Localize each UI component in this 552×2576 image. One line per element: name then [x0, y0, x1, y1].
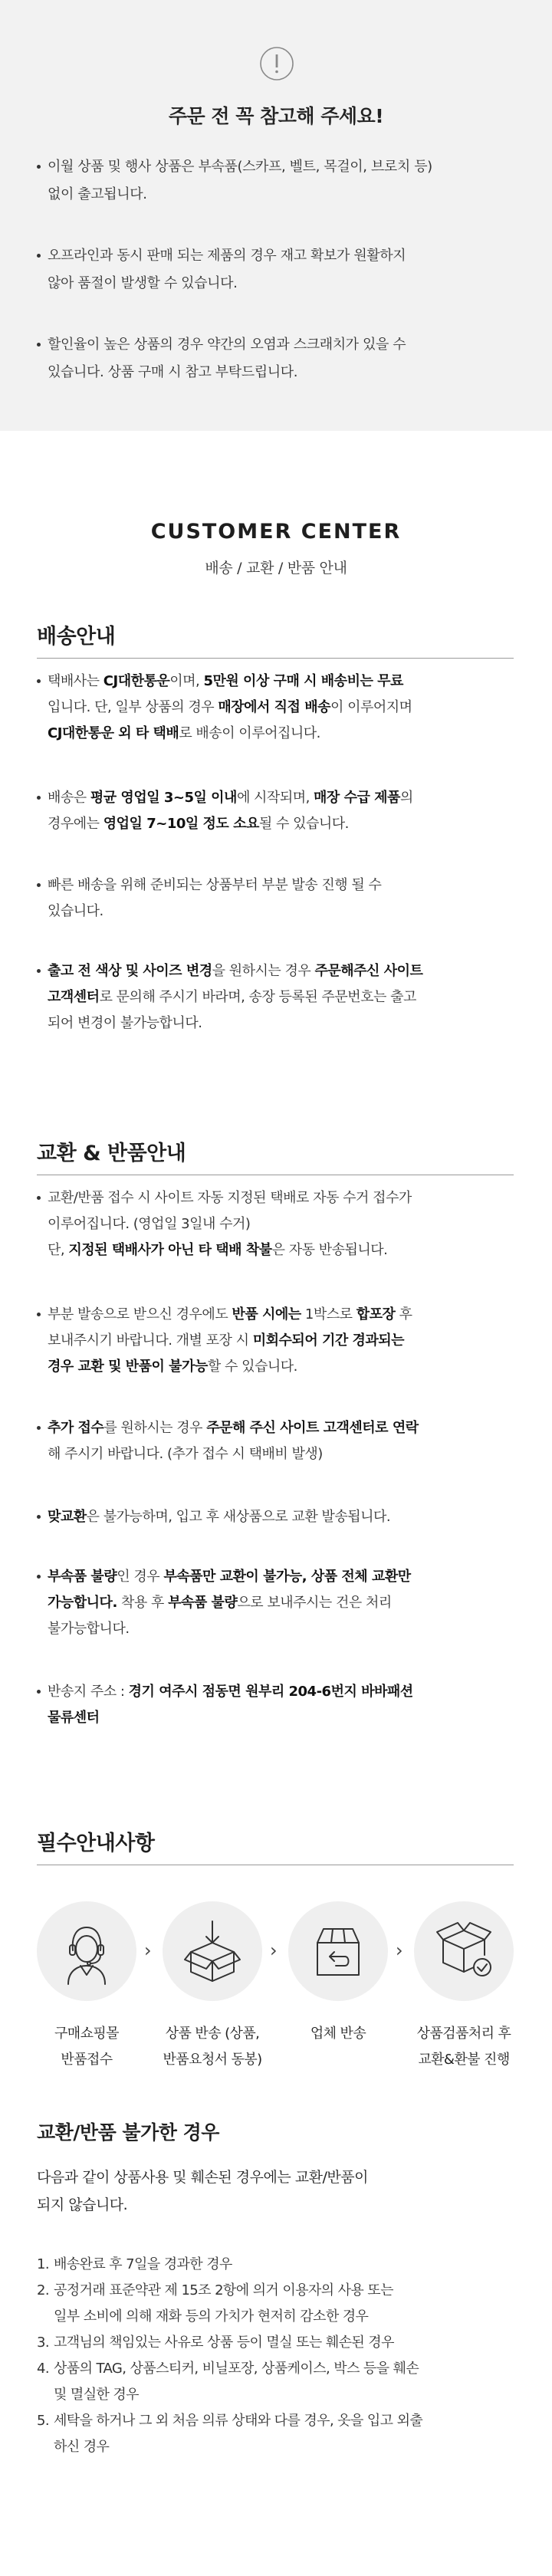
- notice-item-text: 이월 상품 및 행사 상품은 부속품(스카프, 벨트, 목걸이, 브로치 등) 없이 출고됩니다.: [48, 159, 432, 202]
- step-circle: [288, 1901, 388, 2001]
- box-return-icon: [288, 1901, 388, 2001]
- exchange-item-text: 반송지 주소 : 경기 여주시 점동면 원부리 204-6번지 바바패션 물류센터: [48, 1684, 413, 1726]
- headset-agent-icon: [37, 1901, 136, 2001]
- impossible-intro: 다음과 같이 상품사용 및 훼손된 경우에는 교환/반품이 되지 않습니다.: [37, 2169, 368, 2213]
- step-label: 구매쇼핑몰 반품접수: [54, 2026, 119, 2068]
- step-label: 상품검품처리 후 교환&환불 진행: [416, 2026, 511, 2068]
- bullet-dot: [37, 1426, 41, 1430]
- list-item: 5. 세탁을 하거나 그 외 처음 의류 상태와 다를 경우, 옷을 입고 외출 하신 경우: [37, 2408, 520, 2460]
- exchange-item: [37, 1415, 520, 1467]
- required-section-title: 필수안내사항: [37, 1832, 155, 1855]
- bullet-dot: [37, 969, 41, 973]
- exchange-item-text: 부속품 불량인 경우 부속품만 교환이 불가능, 상품 전체 교환만 가능합니다. 착용 후 부속품 불량으로 보내주시는 건은 처리 불가능합니다.: [48, 1569, 411, 1637]
- list-number: 4.: [37, 2361, 49, 2377]
- step-label: 상품 반송 (상품, 반품요청서 동봉): [163, 2026, 262, 2068]
- notice-item-text: 할인율이 높은 상품의 경우 약간의 오염과 스크래치가 있을 수 있습니다. 상품 구매 시 참고 부탁드립니다.: [48, 337, 406, 380]
- shipping-item-text: 출고 전 색상 및 사이즈 변경을 원하시는 경우 주문해주신 사이트 고객센터로 문의해 주시기 바라며, 송장 등록된 주문번호는 출고 되어 변경이 불가능합니다.: [48, 963, 423, 1031]
- shipping-item-text: 택배사는 CJ대한통운이며, 5만원 이상 구매 시 배송비는 무료 입니다. 단, 일부 상품의 경우 매장에서 직접 배송이 이루어지며 CJ대한통운 외 타 택배로 배송이 이루어집니다.: [48, 673, 412, 741]
- notice-title: 주문 전 꼭 참고해 주세요!: [168, 105, 384, 127]
- list-item: 4. 상품의 TAG, 상품스티커, 비닐포장, 상품케이스, 박스 등을 훼손 및 멸실한 경우: [37, 2356, 520, 2408]
- list-item: 1. 배송완료 후 7일을 경과한 경우: [37, 2252, 520, 2278]
- list-item: 3. 고객님의 책임있는 사유로 상품 등이 멸실 또는 훼손된 경우: [37, 2330, 520, 2356]
- bullet-dot: [37, 796, 41, 800]
- bullet-dot: [37, 1515, 41, 1519]
- notice-item: [37, 242, 527, 297]
- list-number: 1.: [37, 2256, 49, 2272]
- exchange-item: [37, 1185, 520, 1263]
- exchange-item-text: 맞교환은 불가능하며, 입고 후 새상품으로 교환 발송됩니다.: [48, 1509, 391, 1525]
- bullet-dot: [37, 679, 41, 683]
- impossible-section-title: 교환/반품 불가한 경우: [37, 2121, 219, 2144]
- list-number: 5.: [37, 2413, 49, 2429]
- bullet-dot: [37, 1690, 41, 1694]
- bullet-dot: [37, 883, 41, 887]
- customer-center-title: CUSTOMER CENTER: [150, 520, 402, 544]
- exchange-item-text: 교환/반품 접수 시 사이트 자동 지정된 택배로 자동 수거 접수가 이루어집니다. (영업일 3일내 수거) 단, 지정된 택배사가 아닌 타 택배 착불은 자동 반송됩니다.: [48, 1190, 412, 1258]
- exchange-item-text: 추가 접수를 원하시는 경우 주문해 주신 사이트 고객센터로 연락 해 주시기 바랍니다. (추가 접수 시 택배비 발생): [48, 1420, 419, 1462]
- notice-item: [37, 153, 527, 209]
- exchange-item: [37, 1679, 520, 1731]
- step-circle: [414, 1901, 514, 2001]
- exchange-item: [37, 1504, 520, 1530]
- step-circle: [37, 1901, 136, 2001]
- bullet-dot: [37, 343, 41, 347]
- bullet-dot: [37, 165, 41, 169]
- shipping-item-text: 빠른 배송을 위해 준비되는 상품부터 부분 발송 진행 될 수 있습니다.: [48, 877, 382, 919]
- bullet-dot: [37, 1196, 41, 1200]
- step-label: 업체 반송: [310, 2026, 366, 2042]
- bullet-dot: [37, 1575, 41, 1579]
- step-arrow: ›: [270, 1940, 278, 1961]
- box-in-icon: [163, 1901, 262, 2001]
- step-arrow: ›: [396, 1940, 403, 1961]
- list-number: 2.: [37, 2282, 49, 2298]
- shipping-section-title: 배송안내: [37, 625, 116, 649]
- list-number: 3.: [37, 2334, 49, 2351]
- customer-center-subtitle: 배송 / 교환 / 반품 안내: [205, 560, 347, 577]
- shipping-item: [37, 669, 520, 747]
- exchange-section-title: 교환 & 반품안내: [37, 1142, 186, 1165]
- notice-item-text: 오프라인과 동시 판매 되는 제품의 경우 재고 확보가 원활하지 않아 품절이 발생할 수 있습니다.: [48, 248, 406, 291]
- list-item: 2. 공정거래 표준약관 제 15조 2항에 의거 이용자의 사용 또는 일부 소비에 의해 재화 등의 가치가 현저히 감소한 경우: [37, 2278, 520, 2330]
- section-divider: [37, 658, 514, 659]
- exchange-item: [37, 1564, 520, 1642]
- shipping-item: [37, 958, 520, 1037]
- step-arrow: ›: [144, 1940, 152, 1961]
- bullet-dot: [37, 254, 41, 258]
- box-check-icon: [414, 1901, 514, 2001]
- notice-item: [37, 331, 527, 386]
- shipping-item-text: 배송은 평균 영업일 3~5일 이내에 시작되며, 매장 수급 제품의 경우에는 영업일 7~10일 정도 소요될 수 있습니다.: [48, 790, 413, 832]
- exchange-item: [37, 1302, 520, 1380]
- impossible-list: [37, 2252, 520, 2460]
- exclamation-circle-icon: [259, 46, 294, 81]
- shipping-item: [37, 785, 520, 837]
- exchange-item-text: 부분 발송으로 받으신 경우에도 반품 시에는 1박스로 합포장 후 보내주시기 바랍니다. 개별 포장 시 미회수되어 기간 경과되는 경우 교환 및 반품이 불가능할 수 있습니다.: [48, 1306, 412, 1375]
- notice-section: [0, 0, 552, 431]
- bullet-dot: [37, 1313, 41, 1316]
- step-circle: [163, 1901, 262, 2001]
- shipping-item: [37, 872, 520, 925]
